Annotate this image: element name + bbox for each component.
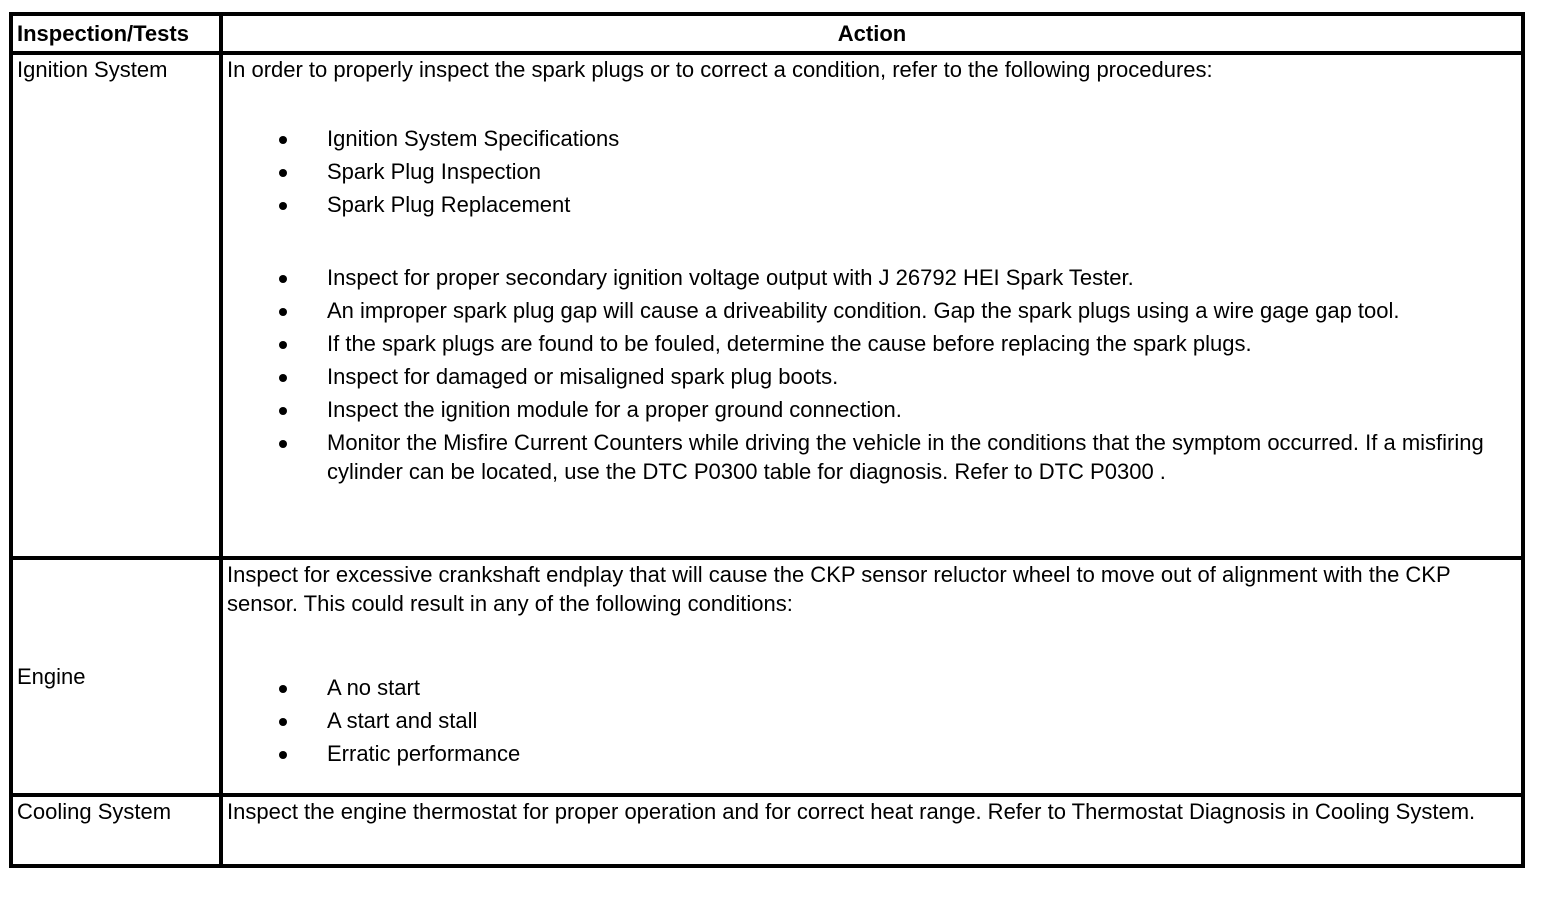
bullet-icon [279,718,287,726]
bullet-icon [279,275,287,283]
row-action-ignition [221,53,1523,558]
list-item: Inspect for proper secondary ignition voltage output with J 26792 HEI Spark Tester. [227,263,1517,292]
row-label-engine: Engine [11,558,221,795]
condition-list [227,673,1517,768]
ignition-intro: In order to properly inspect the spark plugs or to correct a condition, refer to the following procedures: [227,57,1213,82]
list-item: Ignition System Specifications [227,124,1517,153]
bullet-icon [279,407,287,415]
header-action: Action [221,14,1523,53]
bullet-icon [279,202,287,210]
list-item: If the spark plugs are found to be fouled, determine the cause before replacing the spark plugs. [227,329,1517,358]
bullet-icon [279,169,287,177]
list-item: Spark Plug Inspection [227,157,1517,186]
bullet-icon [279,308,287,316]
bullet-icon [279,341,287,349]
row-label-ignition: Ignition System [11,53,221,558]
list-item: Inspect the ignition module for a proper ground connection. [227,395,1517,424]
row-label-cooling: Cooling System [11,795,221,866]
table-row-engine [11,558,1523,795]
list-item: Erratic performance [227,739,1517,768]
engine-intro: Inspect for excessive crankshaft endplay that will cause the CKP sensor reluctor wheel to move out of alignment with the CKP sensor. This could result in any of the following conditions: [227,562,1451,616]
inspection-table [9,12,1525,868]
row-action-engine [221,558,1523,795]
list-item: Monitor the Misfire Current Counters while driving the vehicle in the conditions that the symptom occurred. If a misfiring cylinder can be located, use the DTC P0300 table for diagnosis. Refer to DTC P0300 . [227,428,1517,486]
header-inspection-tests: Inspection/Tests [11,14,221,53]
bullet-icon [279,440,287,448]
list-item: A start and stall [227,706,1517,735]
header-row [11,14,1523,53]
bullet-icon [279,751,287,759]
bullet-icon [279,136,287,144]
row-action-cooling: Inspect the engine thermostat for proper operation and for correct heat range. Refer to Thermostat Diagnosis in Cooling System. [221,795,1523,866]
list-item: Inspect for damaged or misaligned spark plug boots. [227,362,1517,391]
table-row-ignition [11,53,1523,558]
procedure-list [227,124,1517,219]
bullet-icon [279,374,287,382]
table-row-cooling [11,795,1523,866]
bullet-icon [279,685,287,693]
list-item: An improper spark plug gap will cause a driveability condition. Gap the spark plugs using a wire gage gap tool. [227,296,1517,325]
list-item: A no start [227,673,1517,702]
check-list [227,263,1517,486]
list-item: Spark Plug Replacement [227,190,1517,219]
